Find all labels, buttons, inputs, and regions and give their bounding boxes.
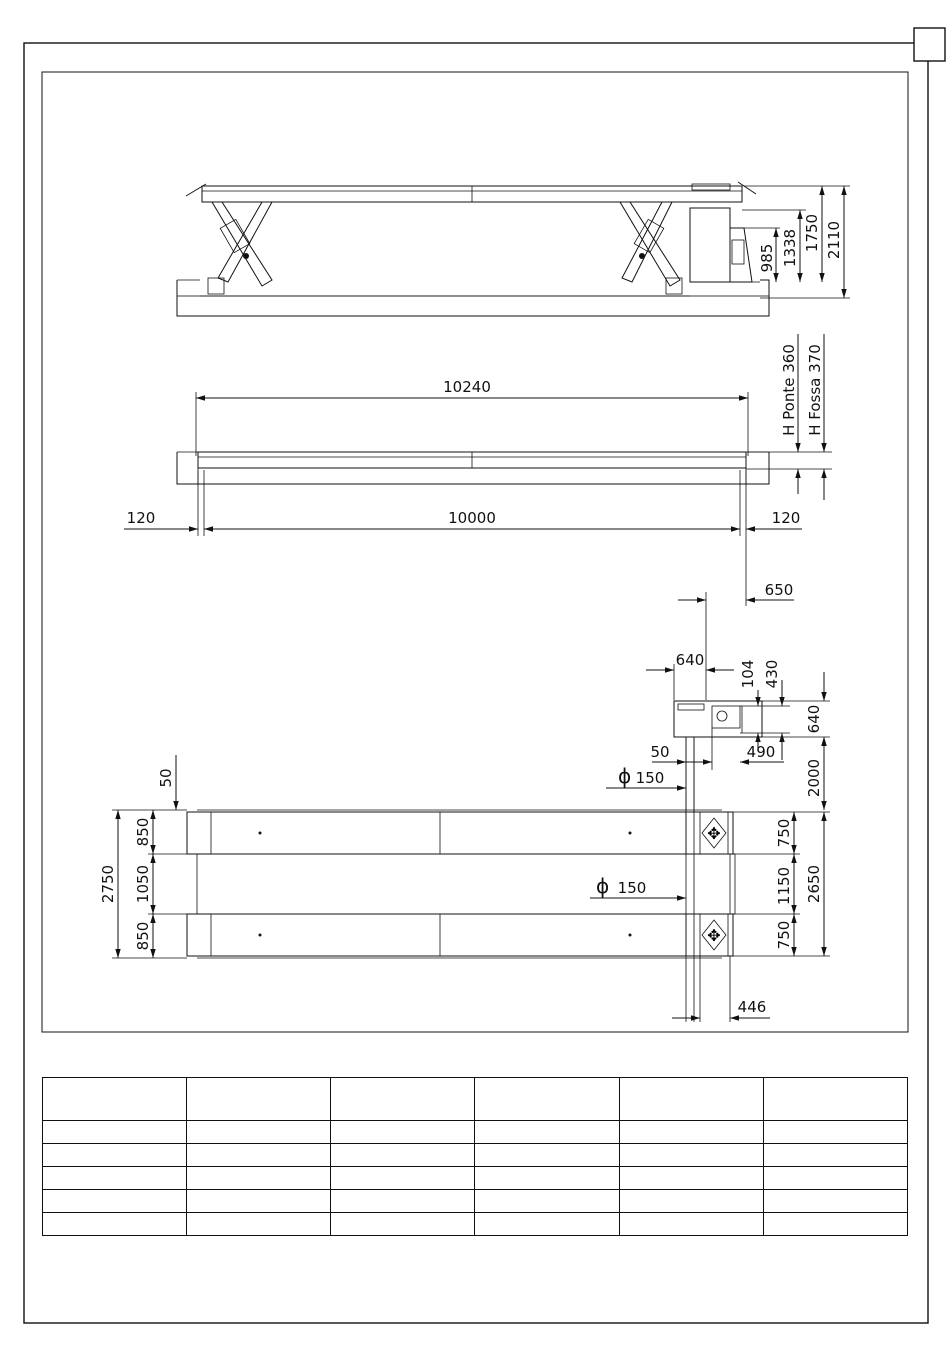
pit-floor-hatch bbox=[198, 468, 746, 484]
table-cell bbox=[763, 1213, 907, 1236]
dim-overall-length: 10240 bbox=[443, 378, 491, 396]
table-row bbox=[43, 1144, 908, 1167]
dim-pipe-mid: 150 bbox=[617, 879, 647, 897]
table-cell bbox=[475, 1213, 619, 1236]
table-cell bbox=[331, 1213, 475, 1236]
table-cell bbox=[43, 1121, 187, 1144]
table-cell bbox=[475, 1144, 619, 1167]
diameter-symbol-mid: ϕ bbox=[596, 874, 610, 898]
table-cell bbox=[187, 1213, 331, 1236]
dim-h-ponte: H Ponte 360 bbox=[780, 344, 798, 436]
table-row bbox=[43, 1167, 908, 1190]
dim-runway-bottom: 750 bbox=[775, 920, 793, 950]
dim-2000: 2000 bbox=[805, 758, 823, 798]
dim-2110: 2110 bbox=[825, 220, 843, 260]
table-cell bbox=[619, 1144, 763, 1167]
table-cell bbox=[331, 1190, 475, 1213]
runway-bottom bbox=[187, 914, 733, 956]
table-cell bbox=[763, 1167, 907, 1190]
table-cell bbox=[763, 1078, 907, 1121]
dim-end-left: 120 bbox=[126, 509, 156, 527]
dim-console-depth: 640 bbox=[805, 704, 823, 734]
lowered-elevation-view bbox=[124, 334, 832, 606]
scissor-arm-right bbox=[620, 202, 680, 286]
table-cell bbox=[619, 1078, 763, 1121]
table-cell bbox=[331, 1078, 475, 1121]
dim-h-fossa: H Fossa 370 bbox=[806, 344, 824, 436]
table-cell bbox=[43, 1078, 187, 1121]
table-cell bbox=[187, 1144, 331, 1167]
dim-overall-width: 2750 bbox=[99, 864, 117, 904]
move-arrows-icon-bottom: ✥ bbox=[707, 926, 721, 945]
dim-430: 430 bbox=[763, 659, 781, 689]
control-console bbox=[690, 208, 730, 282]
table-cell bbox=[763, 1190, 907, 1213]
dim-inner-gap: 1150 bbox=[775, 866, 793, 906]
table-cell bbox=[43, 1213, 187, 1236]
table-row bbox=[43, 1213, 908, 1236]
table-cell bbox=[187, 1078, 331, 1121]
runway-top bbox=[187, 812, 733, 854]
floor-hatch bbox=[177, 296, 769, 316]
pit-outline bbox=[177, 280, 769, 316]
dim-runways-overall: 2650 bbox=[805, 864, 823, 904]
dim-1750: 1750 bbox=[803, 213, 821, 253]
plan-view bbox=[99, 581, 830, 1022]
table-cell bbox=[475, 1078, 619, 1121]
side-elevation-view bbox=[177, 182, 850, 316]
dim-console-offset: 650 bbox=[764, 581, 794, 599]
dim-console-width: 640 bbox=[675, 651, 705, 669]
table-cell bbox=[475, 1121, 619, 1144]
dim-pit-length: 10000 bbox=[448, 509, 496, 527]
dim-platform-bottom: 850 bbox=[134, 921, 152, 951]
table-row bbox=[43, 1078, 908, 1121]
dim-end-right: 120 bbox=[771, 509, 801, 527]
table-cell bbox=[763, 1144, 907, 1167]
dim-985: 985 bbox=[758, 243, 776, 273]
table-cell bbox=[187, 1121, 331, 1144]
table-cell bbox=[475, 1167, 619, 1190]
middle-pit bbox=[197, 854, 735, 914]
table-cell bbox=[475, 1190, 619, 1213]
dim-middle-gap: 1050 bbox=[134, 864, 152, 904]
dim-490: 490 bbox=[746, 743, 776, 761]
dim-104: 104 bbox=[739, 659, 757, 689]
table-cell bbox=[187, 1190, 331, 1213]
dim-runway-top: 750 bbox=[775, 818, 793, 848]
table-cell bbox=[619, 1121, 763, 1144]
dim-pipe-top: 150 bbox=[635, 769, 665, 787]
table-cell bbox=[43, 1190, 187, 1213]
table-cell bbox=[619, 1213, 763, 1236]
table-row bbox=[43, 1121, 908, 1144]
dim-1338: 1338 bbox=[781, 228, 799, 268]
dim-50-small: 50 bbox=[650, 743, 670, 761]
table-row bbox=[43, 1190, 908, 1213]
move-arrows-icon-top: ✥ bbox=[707, 824, 721, 843]
specification-table bbox=[42, 1077, 908, 1236]
dim-platform-top: 850 bbox=[134, 817, 152, 847]
table-cell bbox=[43, 1167, 187, 1190]
table-cell bbox=[187, 1167, 331, 1190]
table-cell bbox=[331, 1144, 475, 1167]
dim-446: 446 bbox=[737, 998, 767, 1016]
table-cell bbox=[619, 1190, 763, 1213]
page-number-box bbox=[914, 28, 945, 61]
table-cell bbox=[331, 1121, 475, 1144]
table-cell bbox=[43, 1144, 187, 1167]
table-cell bbox=[331, 1167, 475, 1190]
diameter-symbol-top: ϕ bbox=[618, 764, 632, 788]
dim-gap-top: 50 bbox=[157, 768, 175, 788]
table-cell bbox=[763, 1121, 907, 1144]
table-cell bbox=[619, 1167, 763, 1190]
